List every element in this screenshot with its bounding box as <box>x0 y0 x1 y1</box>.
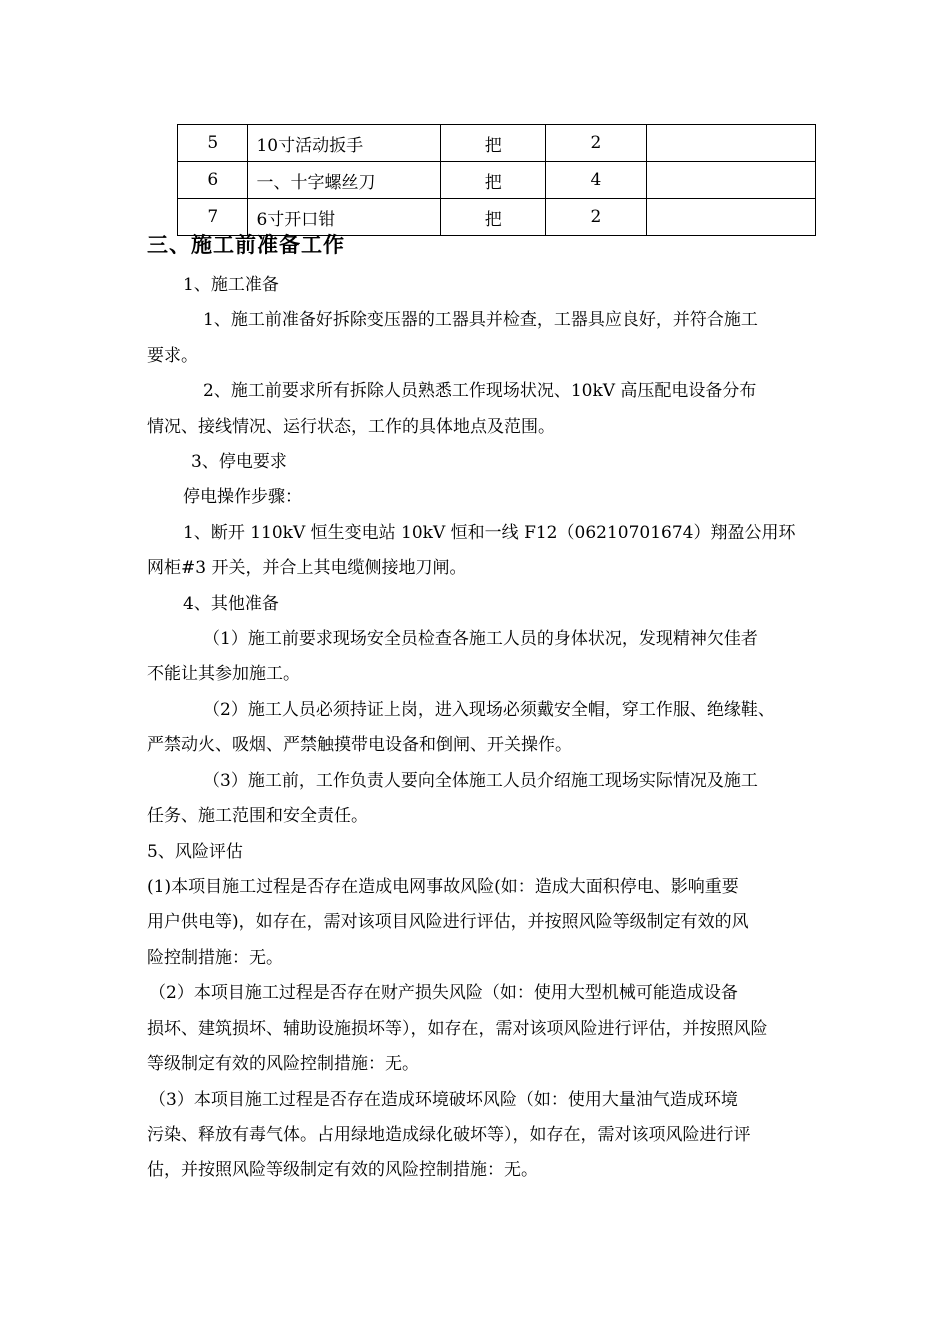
paragraph-line: (1)本项目施工过程是否存在造成电网事故风险(如：造成大面积停电、影响重要 <box>147 877 739 897</box>
cell-unit: 把 <box>441 125 546 162</box>
tools-table <box>177 124 816 236</box>
paragraph-line: 1、断开 110kV 恒生变电站 10kV 恒和一线 F12（06210701674）翔盈公用环 <box>183 523 796 543</box>
paragraph-line: 用户供电等)，如存在，需对该项目风险进行评估，并按照风险等级制定有效的风 <box>147 912 749 932</box>
paragraph-line: （1）施工前要求现场安全员检查各施工人员的身体状况，发现精神欠佳者 <box>203 629 758 649</box>
cell-note <box>646 125 816 162</box>
cell-name: 10寸活动扳手 <box>248 125 441 162</box>
paragraph-line: （2）施工人员必须持证上岗，进入现场必须戴安全帽，穿工作服、绝缘鞋、 <box>203 700 775 720</box>
subheading-risk-assessment: 5、风险评估 <box>147 842 243 862</box>
paragraph-line: 损坏、建筑损坏、辅助设施损坏等），如存在，需对该项风险进行评估，并按照风险 <box>147 1019 768 1039</box>
subheading-construction-prep: 1、施工准备 <box>183 275 279 295</box>
paragraph-line: 任务、施工范围和安全责任。 <box>147 806 368 826</box>
paragraph-line: 1、施工前准备好拆除变压器的工器具并检查，工器具应良好，并符合施工 <box>203 310 758 330</box>
cell-unit: 把 <box>441 162 546 199</box>
cell-no: 6 <box>178 162 248 199</box>
paragraph-line: 污染、释放有毒气体。占用绿地造成绿化破坏等），如存在，需对该项风险进行评 <box>147 1125 751 1145</box>
paragraph-line: （3）本项目施工过程是否存在造成环境破坏风险（如：使用大量油气造成环境 <box>149 1090 738 1110</box>
cell-unit: 把 <box>441 199 546 236</box>
paragraph-line: 估，并按照风险等级制定有效的风险控制措施：无。 <box>147 1160 538 1180</box>
cell-note <box>646 162 816 199</box>
subheading-power-outage: 3、停电要求 <box>191 452 287 472</box>
cell-qty: 4 <box>546 162 646 199</box>
paragraph-line: 严禁动火、吸烟、严禁触摸带电设备和倒闸、开关操作。 <box>147 735 572 755</box>
paragraph-line: 情况、接线情况、运行状态，工作的具体地点及范围。 <box>147 417 555 437</box>
paragraph-line: 险控制措施：无。 <box>147 948 283 968</box>
section-heading: 三、施工前准备工作 <box>147 232 345 257</box>
cell-note <box>646 199 816 236</box>
paragraph-line: 网柜#3 开关，并合上其电缆侧接地刀闸。 <box>147 558 467 578</box>
cell-name: 6寸开口钳 <box>248 199 441 236</box>
subheading-other-prep: 4、其他准备 <box>183 594 279 614</box>
cell-qty: 2 <box>546 199 646 236</box>
cell-no: 5 <box>178 125 248 162</box>
paragraph-line: 要求。 <box>147 346 198 366</box>
table-row <box>178 162 816 199</box>
paragraph-line: 2、施工前要求所有拆除人员熟悉工作现场状况、10kV 高压配电设备分布 <box>203 381 757 401</box>
cell-qty: 2 <box>546 125 646 162</box>
paragraph-line: （3）施工前，工作负责人要向全体施工人员介绍施工现场实际情况及施工 <box>203 771 758 791</box>
cell-name: 一、十字螺丝刀 <box>248 162 441 199</box>
table-row <box>178 125 816 162</box>
paragraph-line: 不能让其参加施工。 <box>147 664 300 684</box>
paragraph-line: （2）本项目施工过程是否存在财产损失风险（如：使用大型机械可能造成设备 <box>149 983 738 1003</box>
paragraph-line: 等级制定有效的风险控制措施：无。 <box>147 1054 419 1074</box>
paragraph-line: 停电操作步骤： <box>183 487 302 507</box>
cell-no: 7 <box>178 199 248 236</box>
